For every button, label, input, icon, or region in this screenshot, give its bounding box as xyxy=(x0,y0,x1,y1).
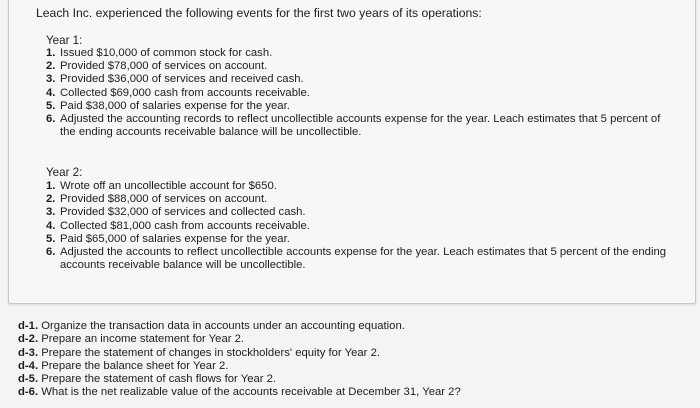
item-number: 5. xyxy=(46,99,56,112)
requirement-item xyxy=(18,333,678,346)
item-number: 2. xyxy=(46,193,56,206)
item-text: Paid $65,000 of salaries expense for the year. xyxy=(60,232,290,245)
requirement-number: d-6. xyxy=(18,386,39,399)
requirement-number: d-5. xyxy=(18,373,39,386)
list-item xyxy=(46,233,676,246)
requirements-list xyxy=(18,320,678,400)
year1-list xyxy=(46,47,676,139)
list-item xyxy=(46,246,676,272)
requirement-text: What is the net realizable value of the accounts receivable at December 31, Year 2? xyxy=(41,386,461,399)
requirement-item xyxy=(18,360,678,373)
item-number: 3. xyxy=(46,73,56,86)
item-text: Adjusted the accounting records to reflect uncollectible accounts expense for the year. Leach estimates that 5 percent of the ending accounts receivable balance will be uncollectible. xyxy=(60,113,661,139)
list-item xyxy=(46,60,676,73)
requirement-item xyxy=(18,386,678,399)
list-item xyxy=(46,206,676,219)
item-text: Provided $32,000 of services and collected cash. xyxy=(60,206,306,219)
list-item xyxy=(46,87,676,100)
list-item xyxy=(46,73,676,86)
requirement-number: d-2. xyxy=(18,333,39,346)
item-text: Provided $88,000 of services on account. xyxy=(60,193,268,206)
item-number: 1. xyxy=(46,47,56,59)
requirement-text: Prepare the statement of cash flows for Year 2. xyxy=(41,373,277,386)
item-number: 5. xyxy=(46,232,56,245)
requirement-item xyxy=(18,347,678,360)
year1-title: Year 1: xyxy=(46,34,83,47)
requirement-number: d-3. xyxy=(18,346,39,359)
item-text: Paid $38,000 of salaries expense for the year. xyxy=(60,99,290,112)
list-item xyxy=(46,100,676,113)
item-text: Provided $36,000 of services and received cash. xyxy=(60,73,304,86)
item-number: 6. xyxy=(46,246,56,259)
list-item xyxy=(46,47,676,60)
year2-title: Year 2: xyxy=(46,166,83,179)
requirement-item xyxy=(18,320,678,333)
requirement-item xyxy=(18,373,678,386)
requirement-number: d-4. xyxy=(18,359,39,372)
item-text: Wrote off an uncollectible account for $650. xyxy=(60,180,277,192)
list-item xyxy=(46,113,676,139)
item-number: 4. xyxy=(46,86,56,99)
requirement-number: d-1. xyxy=(18,320,39,332)
year2-list xyxy=(46,180,676,272)
item-text: Issued $10,000 of common stock for cash. xyxy=(60,47,273,59)
intro-text: Leach Inc. experienced the following events for the first two years of its operations: xyxy=(36,6,482,20)
requirement-text: Prepare the statement of changes in stockholders' equity for Year 2. xyxy=(41,346,380,359)
item-number: 4. xyxy=(46,219,56,232)
list-item xyxy=(46,220,676,233)
item-text: Provided $78,000 of services on account. xyxy=(60,60,268,73)
requirement-text: Prepare the balance sheet for Year 2. xyxy=(41,359,229,372)
item-number: 3. xyxy=(46,206,56,219)
item-number: 1. xyxy=(46,180,56,192)
list-item xyxy=(46,193,676,206)
item-number: 2. xyxy=(46,60,56,73)
requirement-text: Prepare an income statement for Year 2. xyxy=(41,333,245,346)
item-text: Collected $81,000 cash from accounts receivable. xyxy=(60,219,310,232)
list-item xyxy=(46,180,676,193)
item-text: Adjusted the accounts to reflect uncollectible accounts expense for the year. Leach estimates that 5 percent of the ending accounts receivable balance will be uncollectible. xyxy=(60,246,667,272)
item-number: 6. xyxy=(46,113,56,126)
requirement-text: Organize the transaction data in accounts under an accounting equation. xyxy=(41,320,405,332)
item-text: Collected $69,000 cash from accounts receivable. xyxy=(60,86,310,99)
